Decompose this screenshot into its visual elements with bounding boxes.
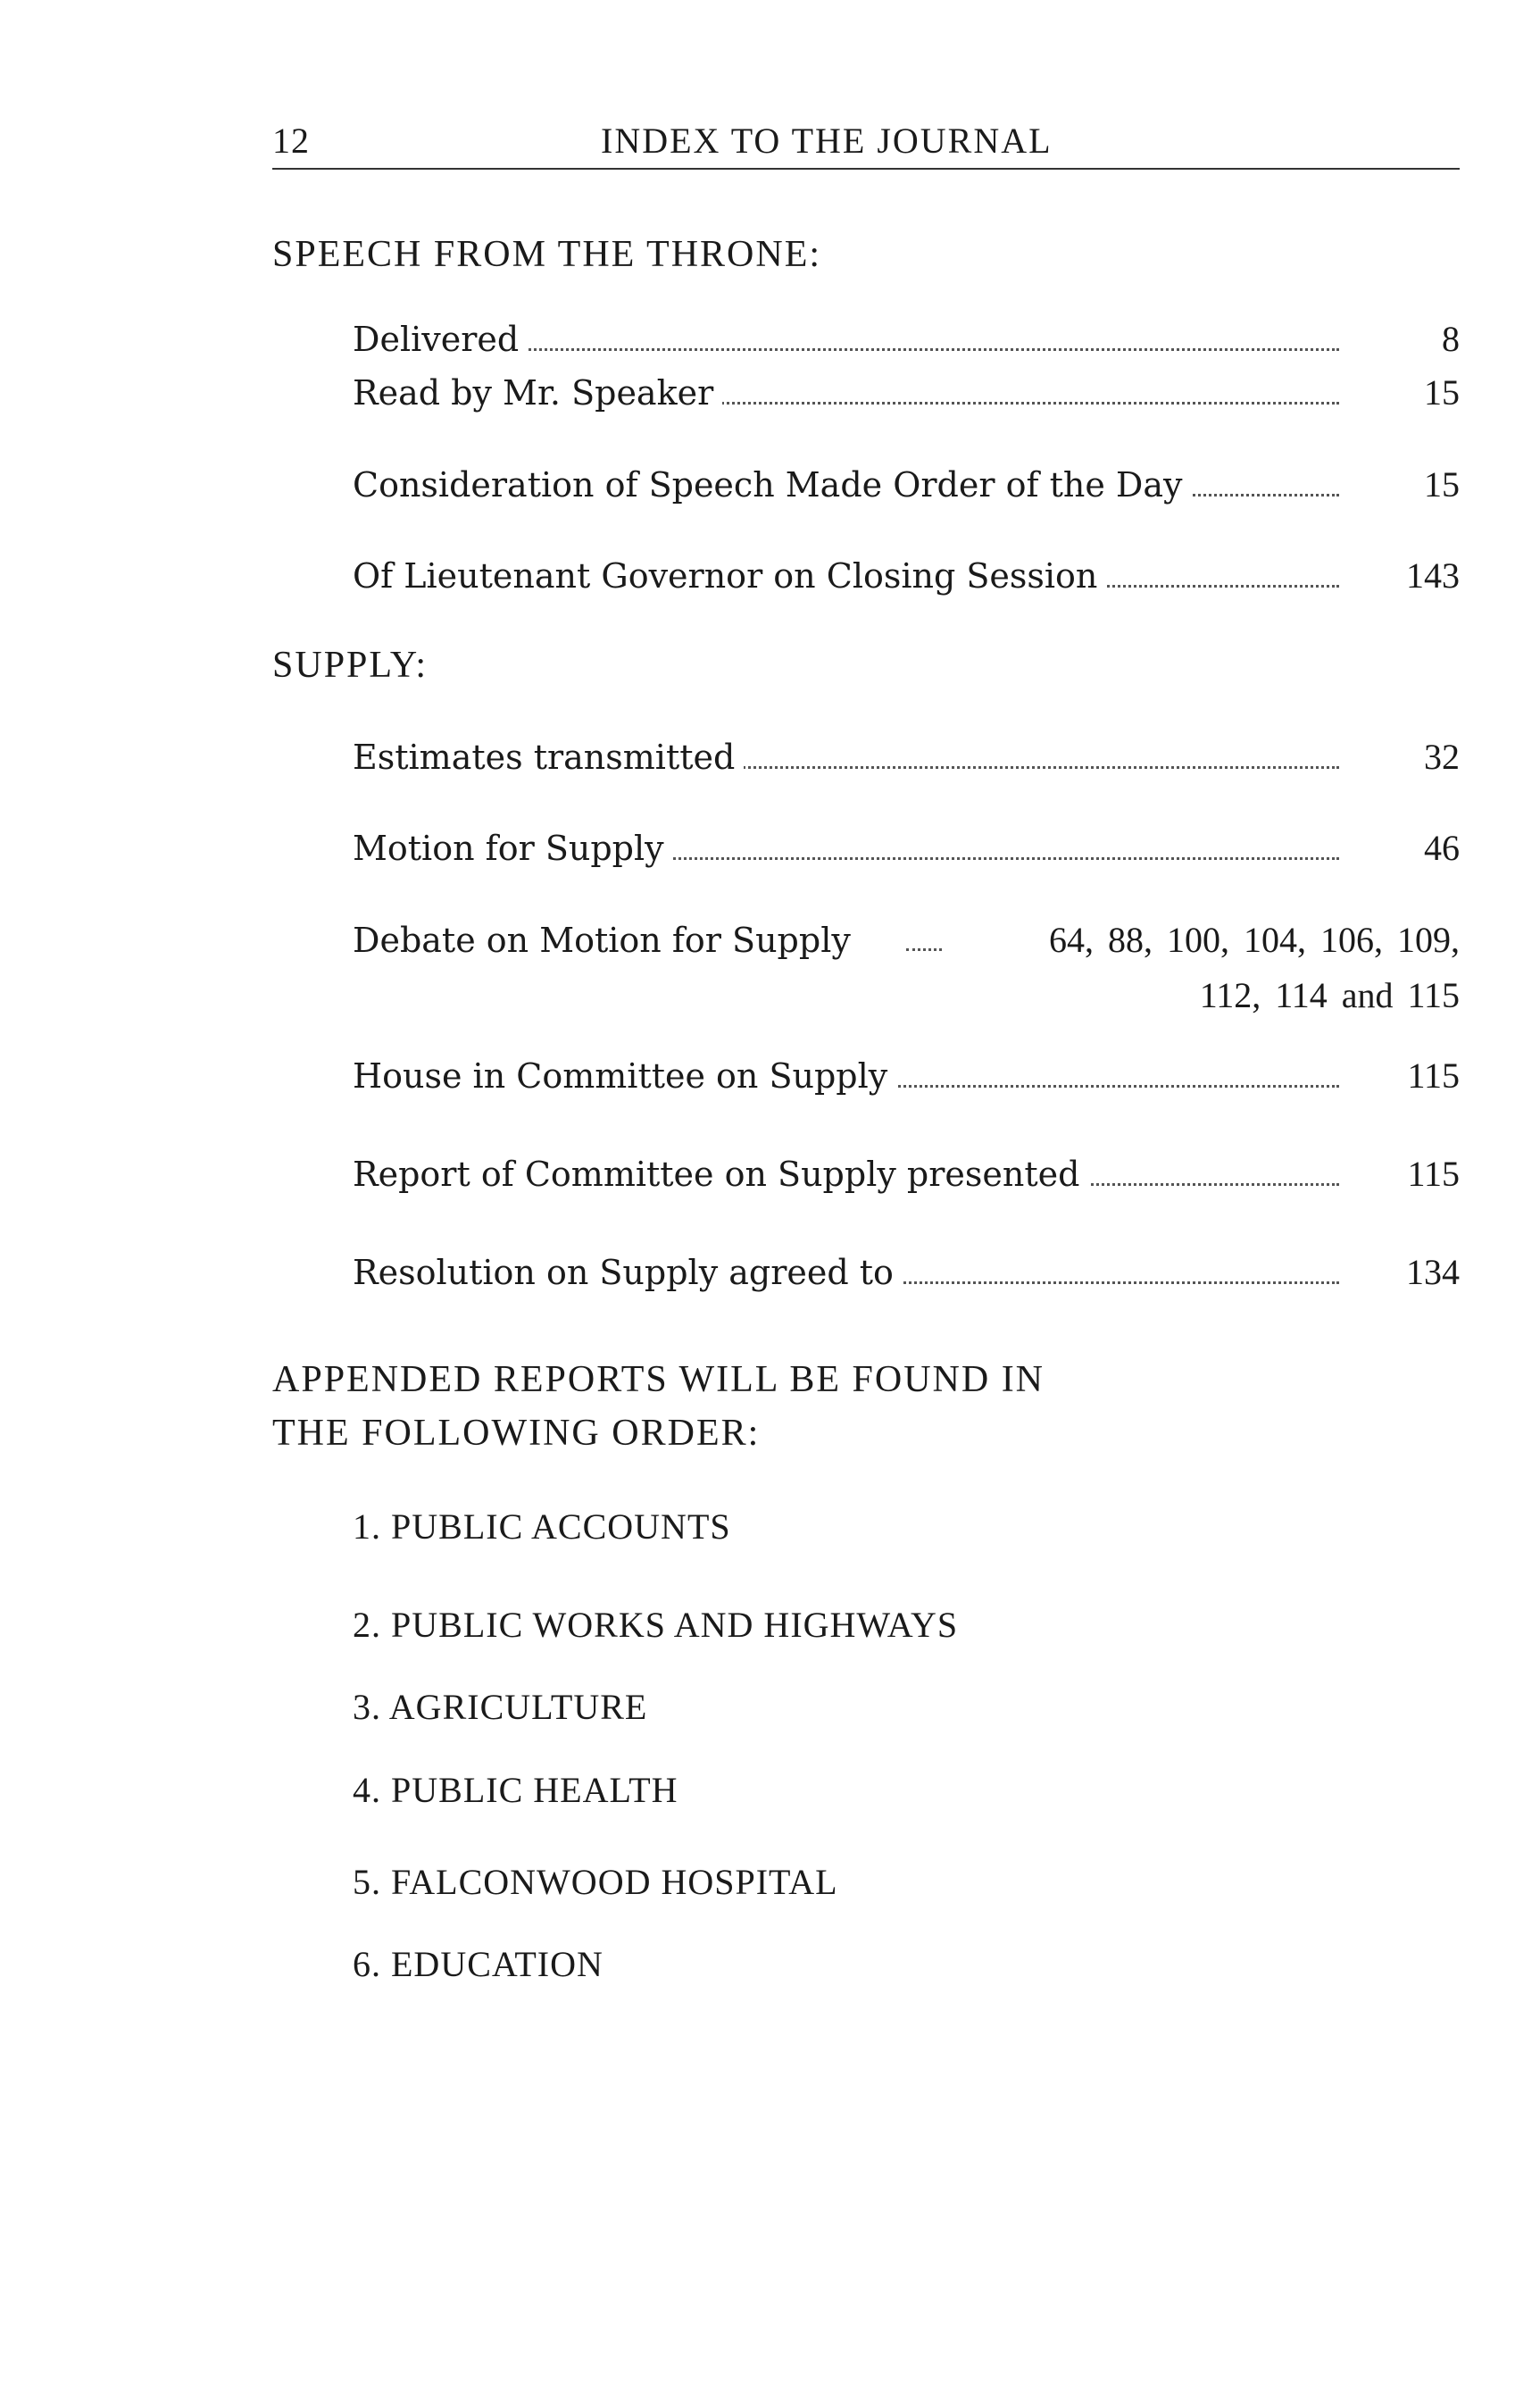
- report-list-item: 5. FALCONWOOD HOSPITAL: [353, 1862, 838, 1902]
- running-title: INDEX TO THE JOURNAL: [601, 121, 1053, 161]
- index-entry: [353, 1147, 1460, 1201]
- report-list-item: 1. PUBLIC ACCOUNTS: [353, 1506, 731, 1547]
- entry-label: Report of Committee on Supply presented: [353, 1147, 1088, 1201]
- report-list-item: 3. AGRICULTURE: [353, 1687, 648, 1727]
- entry-label: Estimates transmitted: [353, 730, 744, 784]
- index-entry: [353, 1049, 1460, 1103]
- appended-heading-line2: THE FOLLOWING ORDER:: [272, 1413, 761, 1454]
- index-entry: [353, 313, 1460, 366]
- entry-label: Delivered: [353, 313, 528, 366]
- appended-heading-line1: APPENDED REPORTS WILL BE FOUND IN: [272, 1359, 1045, 1400]
- index-entry: [353, 1246, 1460, 1299]
- section-heading-supply: SUPPLY:: [272, 645, 429, 686]
- entry-page-ref: 143: [1406, 555, 1460, 596]
- entry-page-refs-line2: 112, 114 and 115: [1199, 975, 1460, 1015]
- entry-page-ref: 115: [1407, 1154, 1460, 1194]
- entry-label: Consideration of Speech Made Order of the Day: [353, 458, 1192, 512]
- entry-label: Debate on Motion for Supply: [353, 913, 860, 968]
- index-entry-multi: [353, 913, 1460, 1029]
- index-entry: [353, 730, 1460, 784]
- entry-label: Of Lieutenant Governor on Closing Session: [353, 549, 1106, 603]
- dot-leader: [906, 948, 942, 951]
- entry-label: Motion for Supply: [353, 822, 673, 875]
- entry-page-ref: 15: [1424, 464, 1460, 505]
- index-entry: [353, 458, 1460, 512]
- section-heading-speech: SPEECH FROM THE THRONE:: [272, 234, 822, 275]
- report-list-item: 2. PUBLIC WORKS AND HIGHWAYS: [353, 1605, 959, 1645]
- entry-page-ref: 32: [1424, 737, 1460, 777]
- entry-page-ref: 46: [1424, 828, 1460, 868]
- index-entry: [353, 366, 1460, 420]
- entry-page-ref: 15: [1424, 372, 1460, 413]
- running-head: [272, 114, 1460, 170]
- entry-page-ref: 8: [1442, 319, 1460, 359]
- entry-label: Resolution on Supply agreed to: [353, 1246, 903, 1299]
- page-number: 12: [272, 121, 310, 161]
- index-entry: [353, 549, 1460, 603]
- report-list-item: 6. EDUCATION: [353, 1944, 604, 1984]
- entry-label: Read by Mr. Speaker: [353, 366, 722, 420]
- report-list-item: 4. PUBLIC HEALTH: [353, 1770, 678, 1810]
- entry-page-ref: 115: [1407, 1055, 1460, 1096]
- entry-page-ref: 134: [1406, 1252, 1460, 1292]
- entry-label: House in Committee on Supply: [353, 1049, 896, 1103]
- entry-page-refs-line1: 64, 88, 100, 104, 106, 109,: [1049, 920, 1460, 960]
- index-entry: [353, 822, 1460, 875]
